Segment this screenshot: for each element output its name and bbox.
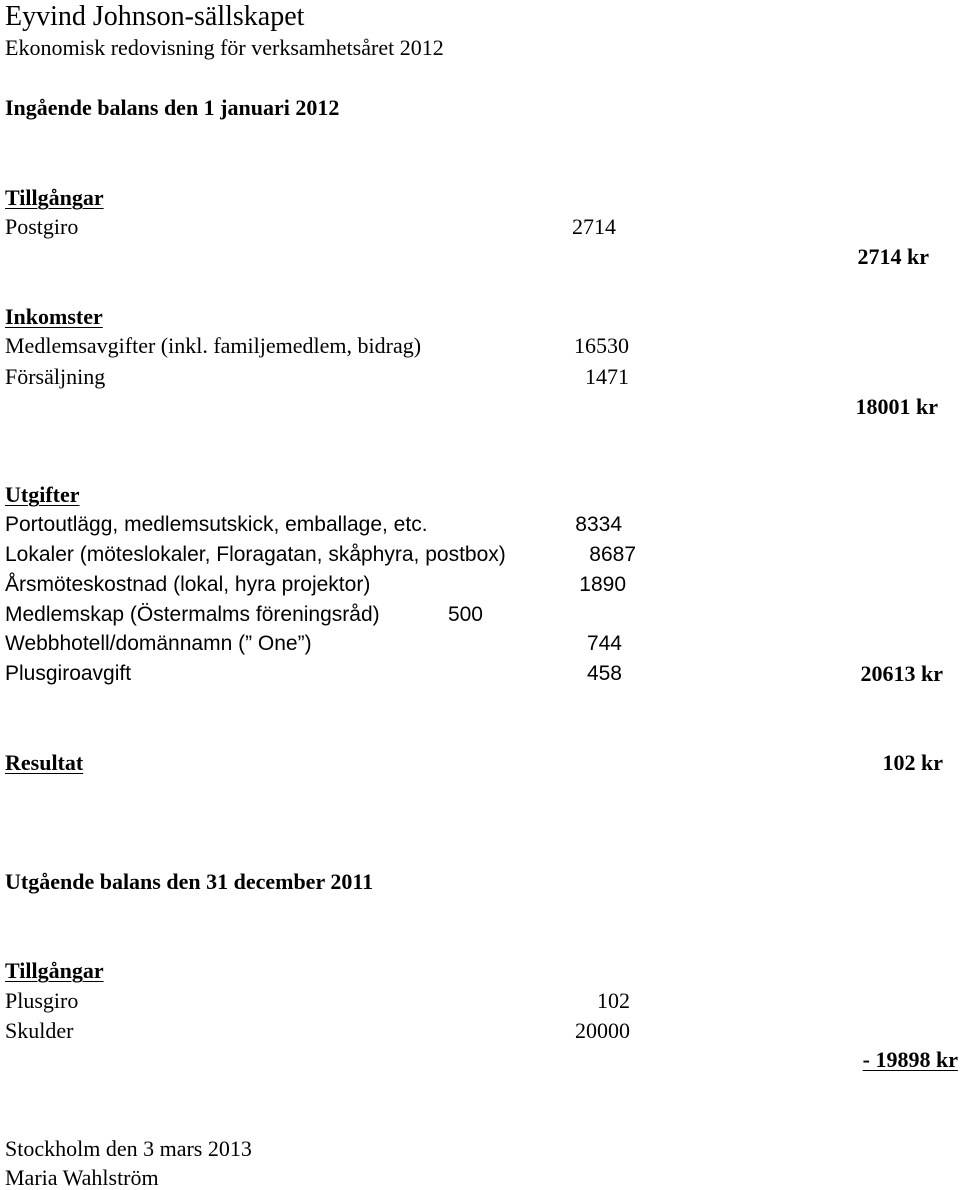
expense-row-label: Årsmöteskostnad (lokal, hyra projektor) [5,573,371,596]
opening-balance-heading: Ingående balans den 1 januari 2012 [5,95,340,120]
expense-row-label: Webbhotell/domännamn (” One”) [5,632,312,655]
expenses-total: 20613 kr [860,661,943,686]
income-row-amount: 1471 [585,364,629,389]
opening-assets-total: 2714 kr [857,244,929,269]
closing-asset-amount: 20000 [575,1018,630,1043]
income-row-label: Försäljning [5,364,106,389]
closing-balance-heading: Utgående balans den 31 december 2011 [5,869,374,894]
closing-assets-total: - 19898 kr [862,1047,958,1072]
income-row-label: Medlemsavgifter (inkl. familjemedlem, bidrag) [5,333,422,358]
expense-row-amount: 458 [586,662,622,685]
expense-row-label: Portoutlägg, medlemsutskick, emballage, etc. [5,513,428,536]
signature-name: Maria Wahlström [5,1165,159,1190]
closing-asset-amount: 102 [597,988,630,1013]
document-title: Eyvind Johnson-sällskapet [5,1,305,32]
expense-row-label: Medlemskap (Östermalms föreningsråd) [5,603,380,626]
expenses-heading: Utgifter [5,482,80,507]
income-heading: Inkomster [5,304,103,329]
signature-place-date: Stockholm den 3 mars 2013 [5,1136,252,1161]
expense-row-amount: 8687 [589,543,636,566]
opening-asset-label: Postgiro [5,214,79,239]
expense-row-amount: 744 [586,632,622,655]
expense-row-label: Lokaler (möteslokaler, Floragatan, skåphyra, postbox) [5,543,506,566]
result-label: Resultat [5,750,84,775]
expense-row-label: Plusgiroavgift [5,662,132,685]
closing-asset-label: Plusgiro [5,988,79,1013]
expense-row-amount: 1890 [579,573,626,596]
expense-row-amount: 8334 [575,513,622,536]
income-total: 18001 kr [855,394,938,419]
closing-assets-heading: Tillgångar [5,958,104,983]
expense-row-amount: 500 [447,603,483,626]
closing-asset-label: Skulder [5,1018,74,1043]
income-row-amount: 16530 [574,333,629,358]
result-total: 102 kr [882,750,943,775]
opening-assets-heading: Tillgångar [5,185,104,210]
document-subtitle: Ekonomisk redovisning för verksamhetsåret 2012 [5,35,444,60]
opening-asset-amount: 2714 [572,214,616,239]
